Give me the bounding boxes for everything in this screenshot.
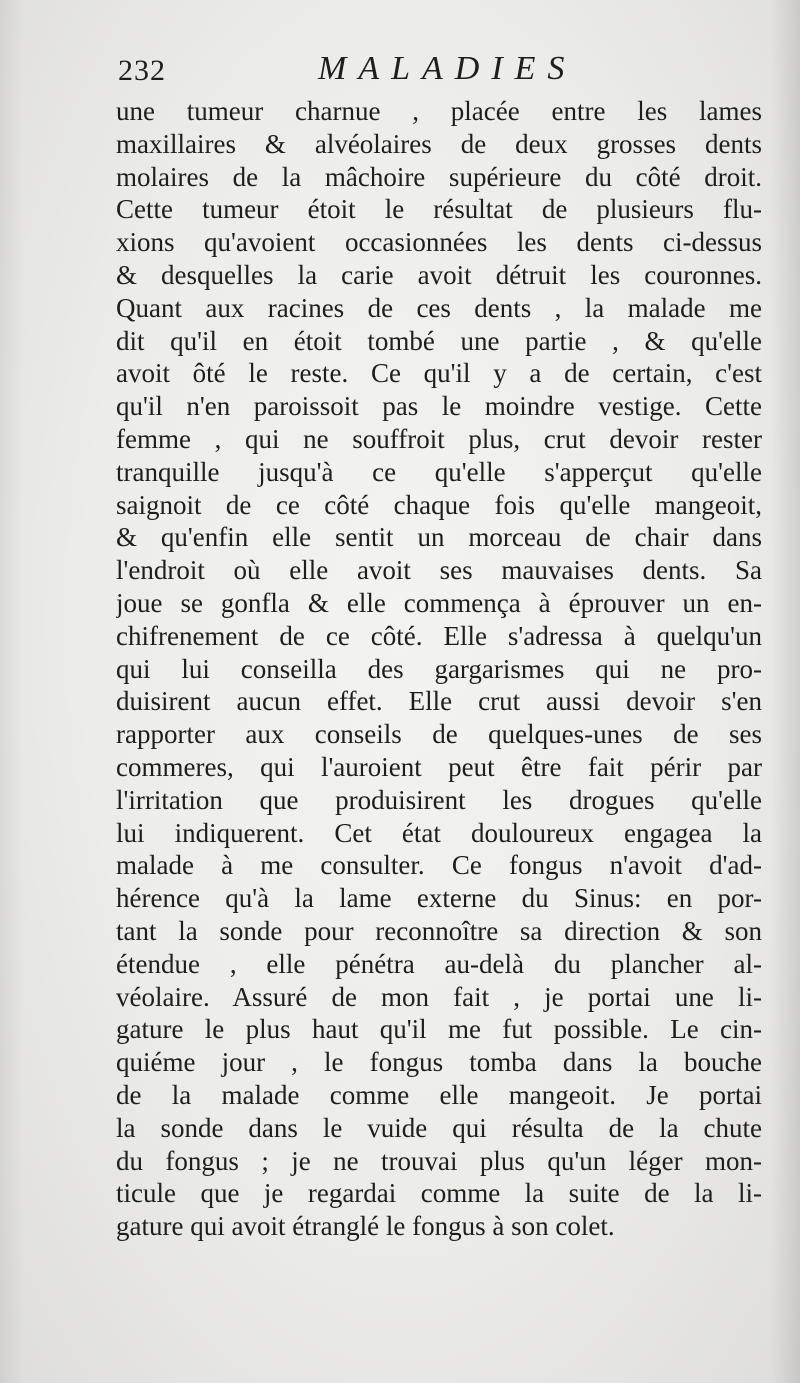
text-line: tant la sonde pour reconnoître sa direction & son (116, 915, 762, 946)
text-line: ticule que je regardai comme la suite de la li- (116, 1178, 762, 1209)
text-line: joue se gonfla & elle commença à éprouver un en- (116, 587, 762, 618)
text-line: molaires de la mâchoire supérieure du côté droit. (116, 161, 762, 192)
text-line: tranquille jusqu'à ce qu'elle s'apperçut qu'elle (116, 456, 762, 487)
text-line: femme , qui ne souffroit plus, crut devoir rester (116, 423, 762, 454)
text-line: la sonde dans le vuide qui résulta de la chute (116, 1112, 762, 1143)
text-line: malade à me consulter. Ce fongus n'avoit d'ad- (116, 850, 762, 881)
gutter-shadow (0, 0, 24, 1383)
text-line: une tumeur charnue , placée entre les lames (116, 96, 762, 126)
text-line: gature qui avoit étranglé le fongus à son colet. (116, 1211, 615, 1242)
text-line: & qu'enfin elle sentit un morceau de chair dans (116, 522, 762, 553)
text-line: xions qu'avoient occasionnées les dents ci-dessus (116, 227, 762, 258)
text-line: étendue , elle pénétra au-delà du plancher al- (116, 948, 762, 979)
page-number: 232 (118, 54, 166, 87)
text-line: qui lui conseilla des gargarismes qui ne pro- (116, 653, 762, 684)
text-line: véolaire. Assuré de mon fait , je portai une li- (116, 981, 762, 1012)
text-line: rapporter aux conseils de quelques-unes de ses (116, 719, 762, 750)
text-line: dit qu'il en étoit tombé une partie , & qu'elle (116, 325, 762, 356)
text-line: gature le plus haut qu'il me fut possible. Le cin- (116, 1014, 762, 1045)
text-line: l'irritation que produisirent les drogues qu'elle (116, 784, 762, 815)
text-line: quiéme jour , le fongus tomba dans la bouche (116, 1047, 762, 1078)
text-line: avoit ôté le reste. Ce qu'il y a de certain, c'est (116, 358, 762, 389)
text-line: duisirent aucun effet. Elle crut aussi devoir s'en (116, 686, 762, 717)
text-line: du fongus ; je ne trouvai plus qu'un léger mon- (116, 1145, 762, 1176)
text-line: maxillaires & alvéolaires de deux grosses dents (116, 128, 762, 159)
text-line: Cette tumeur étoit le résultat de plusieurs flu- (116, 194, 762, 225)
text-line: lui indiquerent. Cet état douloureux engagea la (116, 817, 762, 848)
running-head: MALADIES (318, 50, 577, 87)
text-line: l'endroit où elle avoit ses mauvaises dents. Sa (116, 555, 762, 586)
page-header (118, 48, 758, 92)
text-line: de la malade comme elle mangeoit. Je portai (116, 1079, 762, 1110)
text-line: saignoit de ce côté chaque fois qu'elle mangeoit, (116, 489, 762, 520)
page-edge-shadow (770, 0, 800, 1383)
text-line: qu'il n'en paroissoit pas le moindre vestige. Cette (116, 391, 762, 422)
text-line: hérence qu'à la lame externe du Sinus: en por- (116, 883, 762, 914)
body-text (116, 95, 762, 1243)
text-line: commeres, qui l'auroient peut être fait périr par (116, 751, 762, 782)
text-line: & desquelles la carie avoit détruit les couronnes. (116, 259, 762, 290)
text-line: chifrenement de ce côté. Elle s'adressa à quelqu'un (116, 620, 762, 651)
text-line: Quant aux racines de ces dents , la malade me (116, 292, 762, 323)
